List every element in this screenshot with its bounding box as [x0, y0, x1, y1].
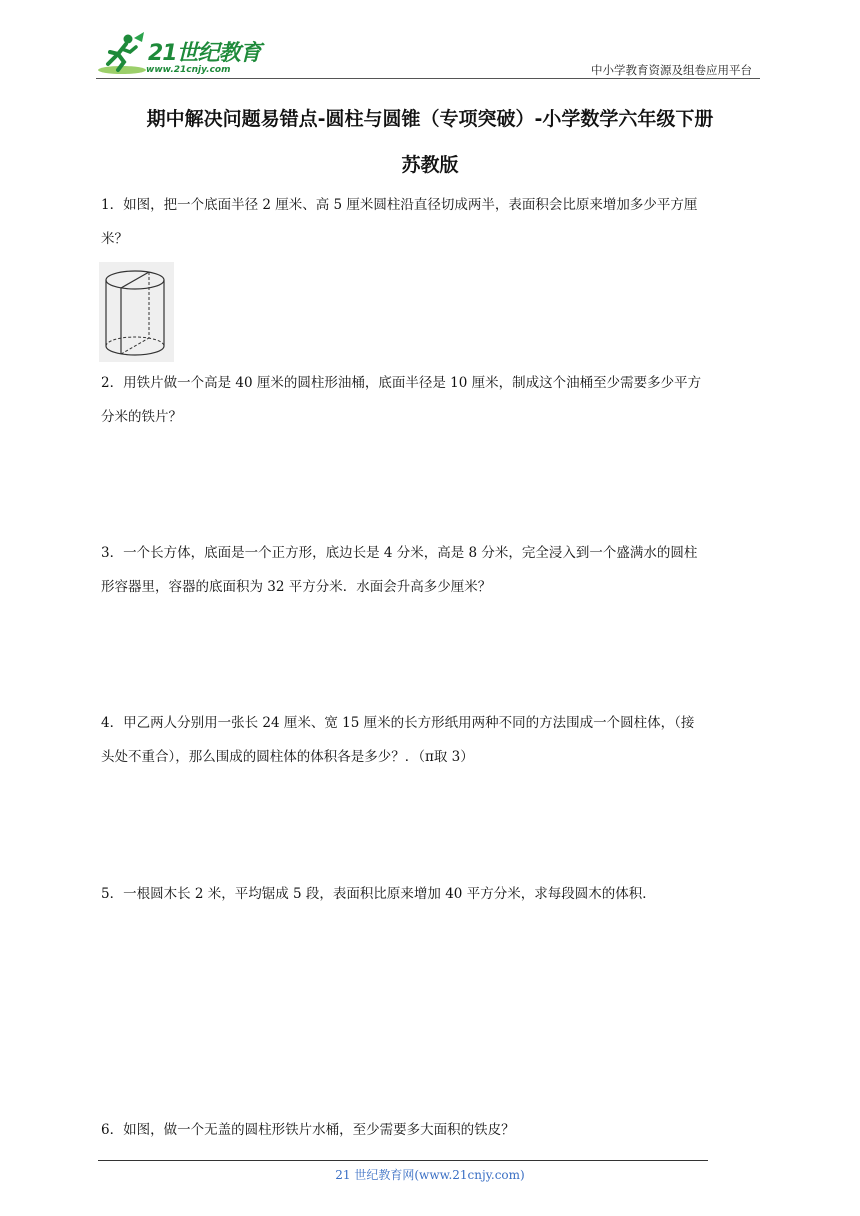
question-2-line-1: 2．用铁片做一个高是 40 厘米的圆柱形油桶，底面半径是 10 厘米，制成这个油桶至少需要多少平方: [101, 375, 702, 391]
question-2: [101, 366, 765, 434]
logo-url-text: www.21cnjy.com: [146, 65, 231, 75]
question-6-line-1: 6．如图，做一个无盖的圆柱形铁片水桶，至少需要多大面积的铁皮？: [101, 1122, 515, 1138]
question-4-line-2: 头处不重合），那么围成的圆柱体的体积各是多少？．（π取 3）: [101, 749, 474, 765]
logo-brand-text: 21世纪教育: [148, 41, 261, 66]
title-line-1: 期中解决问题易错点-圆柱与圆锥（专项突破）-小学数学六年级下册: [146, 108, 714, 130]
document-title: [96, 96, 764, 188]
question-5-line-1: 5．一根圆木长 2 米，平均锯成 5 段，表面积比原来增加 40 平方分米，求每段圆木的体积．: [101, 886, 656, 902]
question-3-line-2: 形容器里，容器的底面积为 32 平方分米．水面会升高多少厘米？: [101, 579, 492, 595]
question-4-line-1: 4．甲乙两人分别用一张长 24 厘米、宽 15 厘米的长方形纸用两种不同的方法围成一个圆柱体，（接: [101, 715, 695, 731]
cylinder-figure: [99, 262, 174, 362]
question-4: [101, 706, 765, 774]
runner-logo-icon: [96, 30, 148, 78]
question-5: [101, 877, 765, 911]
header-tagline: 中小学教育资源及组卷应用平台: [591, 63, 752, 77]
question-2-line-2: 分米的铁片？: [101, 409, 182, 425]
question-1-line-1: 1．如图，把一个底面半径 2 厘米、高 5 厘米圆柱沿直径切成两半，表面积会比原来增加多少平方厘: [101, 197, 698, 213]
half-cut-cylinder-icon: [99, 262, 174, 362]
header-divider: [96, 78, 760, 79]
question-3: [101, 536, 765, 604]
question-3-line-1: 3．一个长方体，底面是一个正方形，底边长是 4 分米，高是 8 分米，完全浸入到一个盛满水的圆柱: [101, 545, 698, 561]
title-line-2: 苏教版: [401, 154, 459, 176]
footer-link[interactable]: 21 世纪教育网(www.21cnjy.com): [335, 1168, 525, 1182]
footer-divider: [98, 1160, 708, 1161]
logo: [96, 30, 266, 78]
question-1-line-2: 米？: [101, 231, 128, 247]
question-6: [101, 1113, 765, 1147]
question-1: [101, 188, 765, 256]
page-header: [96, 30, 760, 80]
